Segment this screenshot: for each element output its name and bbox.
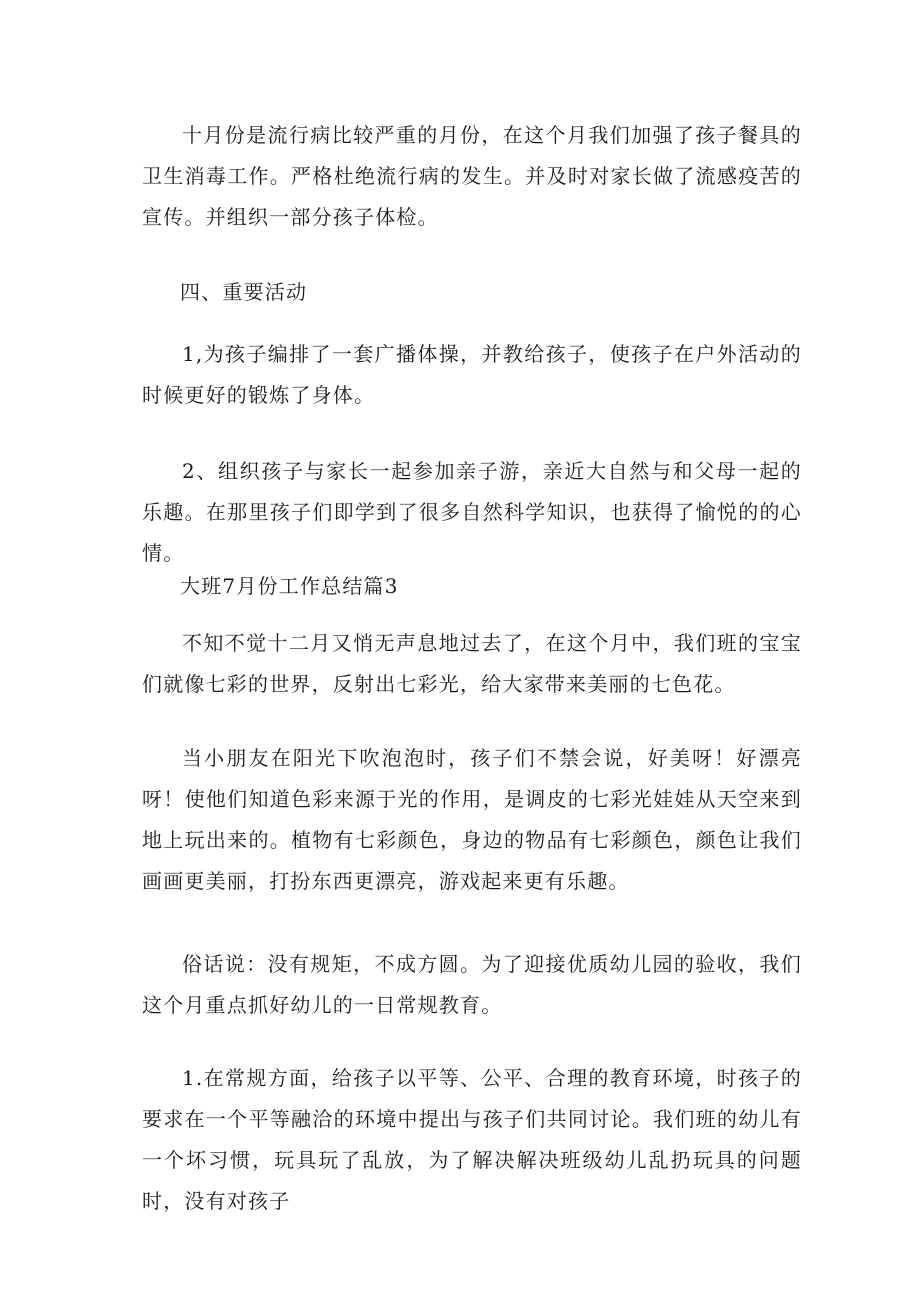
paragraph-routine: 1.在常规方面，给孩子以平等、公平、合理的教育环境，时孩子的要求在一个平等融洽的环境中提出与孩子们共同讨论。我们班的幼儿有一个坏习惯，玩具玩了乱放，为了解决解决班级幼儿乱扔玩具的问题时，没有对孩子 [142, 1066, 802, 1213]
paragraph-activity-1: 1,为孩子编排了一套广播体操，并教给孩子，使孩子在户外活动的时候更好的锻炼了身体。 [142, 342, 802, 407]
paragraph-activity-2: 2、组织孩子与家长一起参加亲子游，亲近大自然与和父母一起的乐趣。在那里孩子们即学到了很多自然科学知识，也获得了愉悦的的心情。 [142, 459, 802, 565]
paragraph-hygiene: 十月份是流行病比较严重的月份，在这个月我们加强了孩子餐具的卫生消毒工作。严格杜绝流行病的发生。并及时对家长做了流感疫苦的宣传。并组织一部分孩子体检。 [142, 123, 802, 229]
article-title: 大班7月份工作总结篇3 [180, 574, 399, 598]
section-heading-activities: 四、重要活动 [180, 280, 308, 304]
paragraph-colors: 当小朋友在阳光下吹泡泡时，孩子们不禁会说，好美呀！好漂亮呀！使他们知道色彩来源于光的作用，是调皮的七彩光娃娃从天空来到地上玩出来的。植物有七彩颜色，身边的物品有七彩颜色，颜色让我们画画更美丽，打扮东西更漂亮，游戏起来更有乐趣。 [142, 746, 802, 893]
paragraph-intro: 不知不觉十二月又悄无声息地过去了，在这个月中，我们班的宝宝们就像七彩的世界，反射出七彩光，给大家带来美丽的七色花。 [142, 631, 802, 696]
paragraph-rules: 俗话说：没有规矩，不成方圆。为了迎接优质幼儿园的验收，我们这个月重点抓好幼儿的一日常规教育。 [142, 952, 802, 1017]
